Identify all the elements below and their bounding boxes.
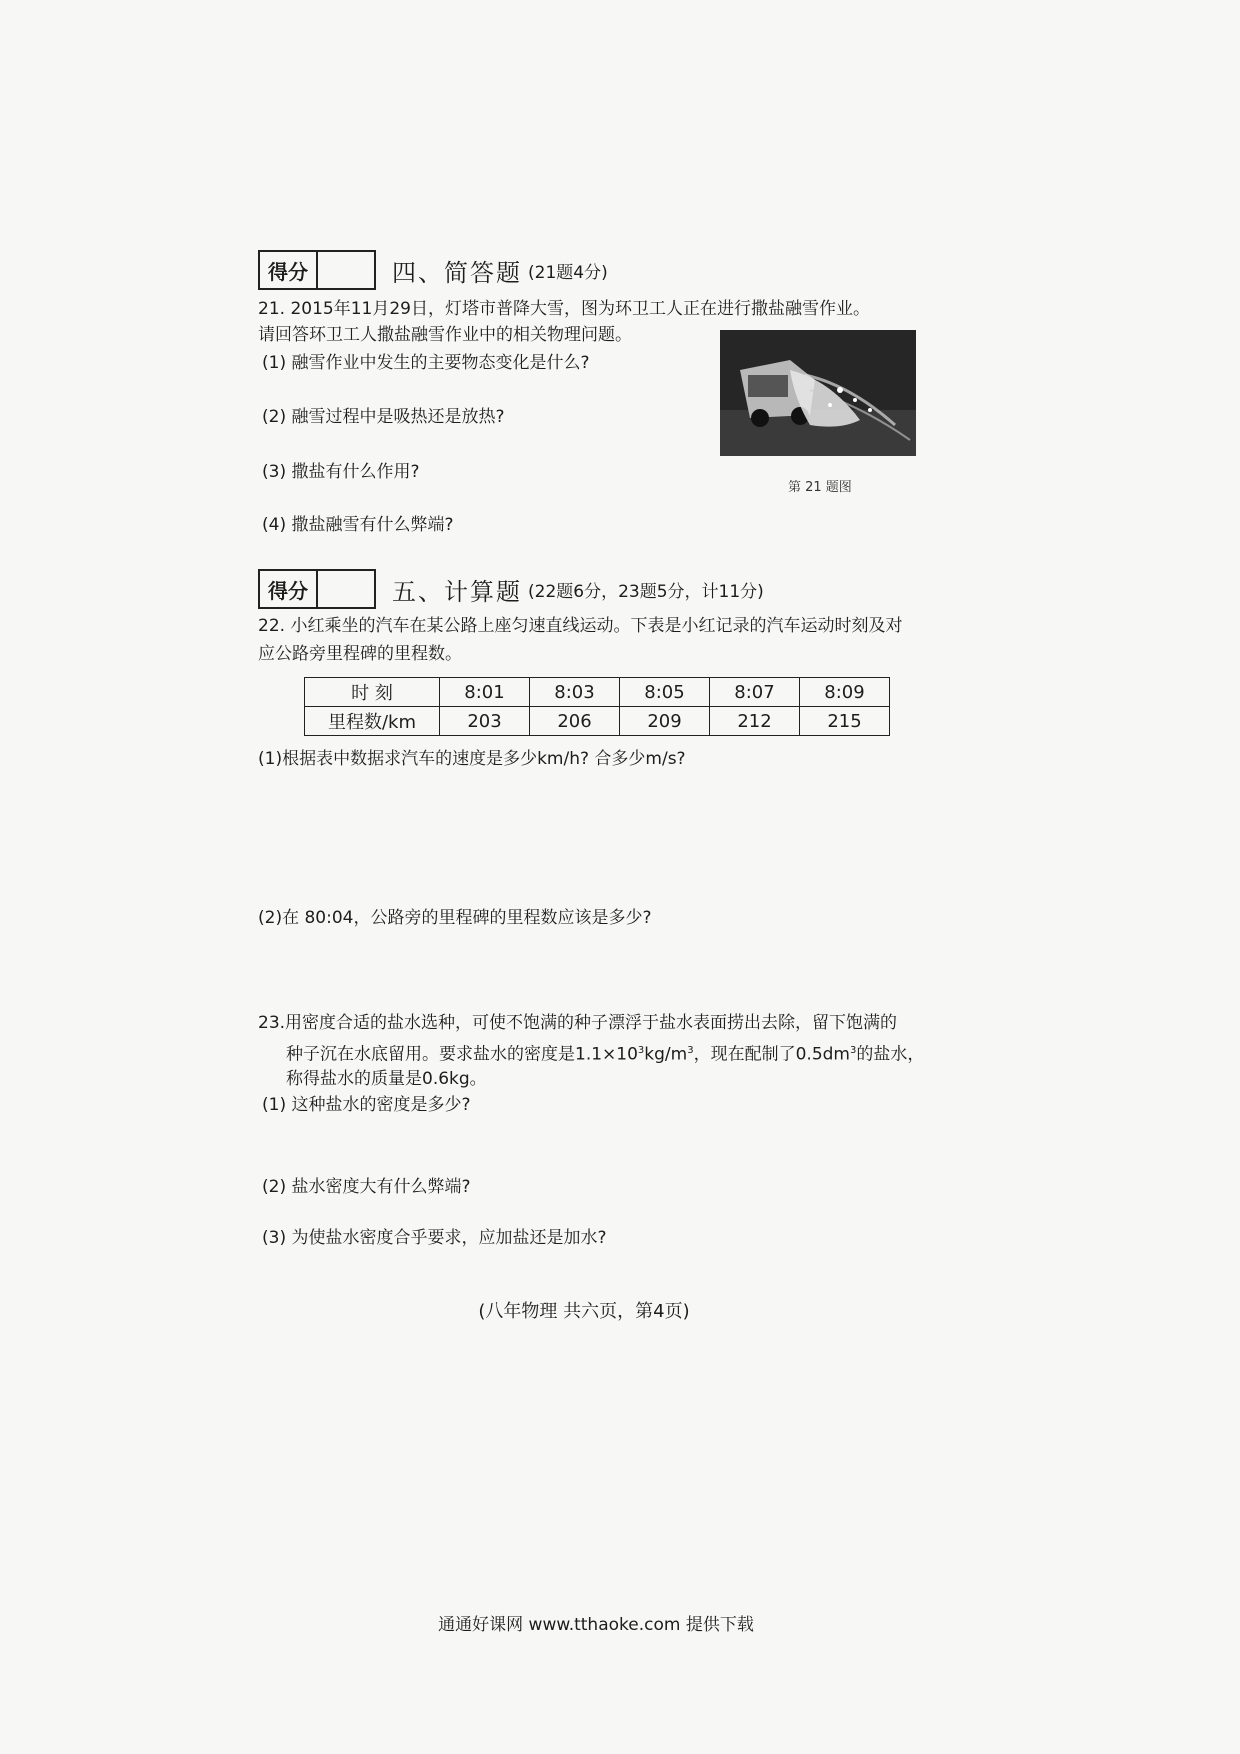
table-cell: 8:07 (710, 678, 800, 707)
q21-sub2: (2) 融雪过程中是吸热还是放热? (262, 407, 505, 427)
q22-line1: 22. 小红乘坐的汽车在某公路上座匀速直线运动。下表是小红记录的汽车运动时刻及对 (258, 616, 903, 636)
section5-note: (22题6分，23题5分，计11分) (528, 581, 764, 602)
q23-line2-part: ，现在配制了0.5dm (693, 1044, 850, 1065)
exponent: 3 (850, 1045, 857, 1056)
q22-sub2: (2)在 80:04，公路旁的里程碑的里程数应该是多少? (258, 908, 652, 928)
score-blank (318, 252, 374, 288)
table-cell: 8:05 (620, 678, 710, 707)
table-cell: 8:09 (800, 678, 890, 707)
q23-line1: 23.用密度合适的盐水选种，可使不饱满的种子漂浮于盐水表面捞出去除，留下饱满的 (258, 1013, 898, 1033)
section5-header (258, 569, 764, 609)
table-cell: 8:01 (440, 678, 530, 707)
figure-caption: 第 21 题图 (788, 480, 852, 495)
score-label: 得分 (260, 571, 318, 607)
exponent: 3 (637, 1045, 645, 1056)
table-cell: 203 (440, 707, 530, 736)
table-row (305, 678, 890, 707)
table-cell: 215 (800, 707, 890, 736)
q22-line2: 应公路旁里程碑的里程数。 (258, 644, 462, 664)
table-header-distance: 里程数/km (305, 707, 440, 736)
q21-line2: 请回答环卫工人撒盐融雪作业中的相关物理问题。 (258, 325, 632, 345)
section4-title: 四、简答题 (392, 258, 522, 287)
q21-line1: 21. 2015年11月29日，灯塔市普降大雪，图为环卫工人正在进行撒盐融雪作业。 (258, 299, 870, 319)
q22-sub1: (1)根据表中数据求汽车的速度是多少km/h? 合多少m/s? (258, 749, 686, 769)
site-footer: 通通好课网 www.tthaoke.com 提供下载 (438, 1615, 754, 1635)
table-cell: 206 (530, 707, 620, 736)
score-box (258, 250, 376, 290)
table-cell: 212 (710, 707, 800, 736)
q21-sub4: (4) 撒盐融雪有什么弊端? (262, 515, 454, 535)
q23-sub3: (3) 为使盐水密度合乎要求，应加盐还是加水? (262, 1228, 607, 1248)
snow-removal-photo (720, 330, 916, 456)
q21-sub1: (1) 融雪作业中发生的主要物态变化是什么? (262, 353, 590, 373)
q23-line2 (286, 1040, 924, 1066)
score-label: 得分 (260, 252, 318, 288)
q23-sub2: (2) 盐水密度大有什么弊端? (262, 1177, 471, 1197)
table-header-time: 时 刻 (305, 678, 440, 707)
q23-line2-part: kg/m (644, 1044, 688, 1065)
q23-sub1: (1) 这种盐水的密度是多少? (262, 1095, 471, 1115)
table-cell: 8:03 (530, 678, 620, 707)
q23-line2-part: 种子沉在水底留用。要求盐水的密度是1.1×10 (286, 1044, 638, 1065)
q21-sub3: (3) 撒盐有什么作用? (262, 462, 420, 482)
q23-line3: 称得盐水的质量是0.6kg。 (286, 1069, 487, 1089)
q23-line2-part: 的盐水， (856, 1044, 925, 1065)
exponent: 3 (687, 1045, 694, 1056)
section4-note: (21题4分) (528, 262, 608, 283)
score-blank (318, 571, 374, 607)
section4-header (258, 250, 608, 290)
section5-title: 五、计算题 (392, 577, 522, 606)
page-footer: (八年物理 共六页，第4页) (478, 1301, 690, 1322)
score-box (258, 569, 376, 609)
table-row (305, 707, 890, 736)
mileage-table (304, 677, 890, 736)
table-cell: 209 (620, 707, 710, 736)
